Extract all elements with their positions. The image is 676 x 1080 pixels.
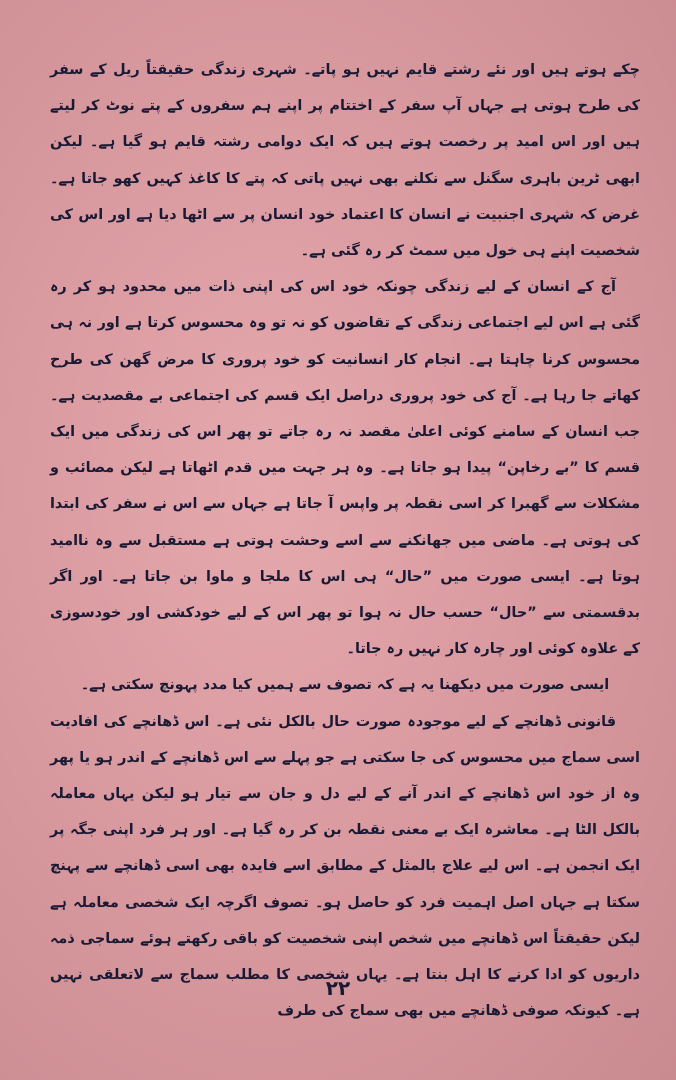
paragraph-4: قانونی ڈھانچے کے لیے موجودہ صورت حال بالکل نئی ہے۔ اس ڈھانچے کی افادیت اسی سماج میں محسوس کی جا سکتی ہے جو پہلے سے اس ڈھانچے کے اندر ہو یا پھر وہ از خود اس ڈھانچے کے اندر آنے کے لیے دل و جان سے تیار ہو لیکن یہاں معاملہ بالکل الٹا ہے۔ معاشرہ ایک بے معنی نقطہ بن کر رہ گیا ہے۔ اور ہر فرد اپنی جگہ پر ایک انجمن ہے۔ اس لیے علاج بالمثل کے مطابق اسے فایدہ بھی اسی ڈھانچے سے پہنچ سکتا ہے جہاں اصل اہمیت فرد کو حاصل ہو۔ تصوف اگرچہ ایک شخصی معاملہ ہے لیکن حقیقتاً اس ڈھانچے میں شخص اپنی شخصیت کو باقی رکھتے ہوئے سماجی ذمہ داریوں کو ادا کرنے کا اہل بنتا ہے۔ یہاں شخصی کا مطلب سماج سے لاتعلقی نہیں ہے۔ کیونکہ صوفی ڈھانچے میں بھی سماج کی طرف [50,713,640,1020]
paragraph-3: ایسی صورت میں دیکھنا یہ ہے کہ تصوف سے ہمیں کیا مدد پہونچ سکتی ہے۔ [80,677,610,694]
paragraph-1: چکے ہوتے ہیں اور نئے رشتے قایم نہیں ہو پاتے۔ شہری زندگی حقیقتاً ریل کے سفر کی طرح ہوتی ہے جہاں آپ سفر کے اختتام پر اپنے ہم سفروں کے پتے نوٹ کر لیتے ہیں اور اس امید پر رخصت ہوتے ہیں کہ ایک دوامی رشتہ قایم ہو گیا ہے۔ لیکن ابھی ٹرین باہری سگنل سے نکلنے بھی نہیں پاتی کہ پتے کا کاغذ کہیں کھو جاتا ہے۔ غرض کہ شہری اجنبیت نے انسان کا اعتماد خود انسان پر سے اٹھا دیا ہے اور اس کی شخصیت اپنے ہی خول میں سمٹ کر رہ گئی ہے۔ [50,62,640,260]
page-body-text [50,52,640,1029]
paragraph-2: آج کے انسان کے لیے زندگی چونکہ خود اس کی اپنی ذات میں محدود ہو کر رہ گئی ہے اس لیے اجتماعی زندگی کے تقاضوں کو نہ تو وہ محسوس کرتا ہے اور نہ ہی محسوس کرنا چاہتا ہے۔ انجام کار انسانیت کو خود پروری کا مرض گھن کی طرح کھاتے جا رہا ہے۔ آج کی خود پروری دراصل ایک قسم کی اجتماعی بے مقصدیت ہے۔ جب انسان کے سامنے کوئی اعلیٰ مقصد نہ رہ جاتے تو پھر اس کی زندگی میں ایک قسم کا ”بے رخاپن“ پیدا ہو جاتا ہے۔ وہ ہر جہت میں قدم اٹھاتا ہے لیکن مصائب و مشکلات سے گھبرا کر اسی نقطہ پر واپس آ جاتا ہے جہاں سے اس نے سفر کی ابتدا کی ہوتی ہے۔ ماضی میں جھانکنے سے اسے وحشت ہوتی ہے مستقبل سے وہ ناامید ہوتا ہے۔ ایسی صورت میں ”حال“ ہی اس کا ملجا و ماوا بن جاتا ہے۔ اور اگر بدقسمتی سے ”حال“ حسب حال نہ ہوا تو پھر اس کے لیے خودکشی اور خودسوزی کے علاوہ کوئی اور چارہ کار نہیں رہ جاتا۔ [50,279,640,658]
page-number: ۲۲ [325,976,351,1000]
